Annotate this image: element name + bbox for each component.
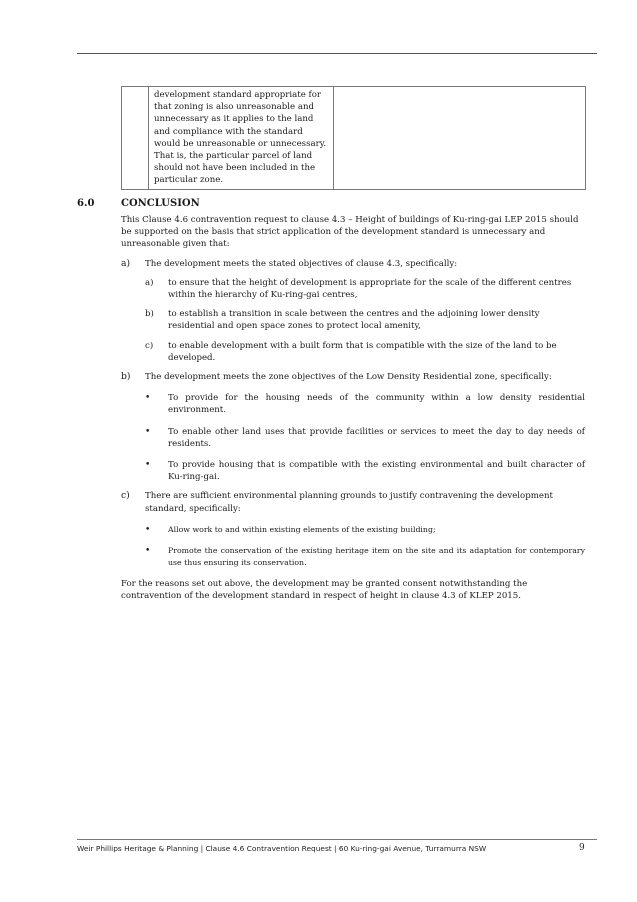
table-cell-text: development standard appropriate for that zoning is also unreasonable and unnecessary as it applies to the land and compliance with the standard would be unreasonable or unnecessary. That is, the particular parcel of land should not have been included in the particular zone. <box>149 87 334 190</box>
bullet-icon: • <box>145 546 151 557</box>
list-item <box>121 371 585 383</box>
bullet-icon: • <box>145 524 151 535</box>
table-cell-empty <box>334 87 586 190</box>
table-row <box>122 87 586 190</box>
list-marker: c) <box>145 340 154 351</box>
sub-list-item-text: to ensure that the height of development is appropriate for the scale of the different centres within the hierarchy of Ku-ring-gai centres, <box>168 277 572 301</box>
list-marker: c) <box>121 490 130 502</box>
footer-text: Weir Phillips Heritage & Planning | Clause 4.6 Contravention Request | 60 Ku-ring-gai Avenue, Turramurra NSW <box>77 844 487 853</box>
bullet-item <box>145 545 585 569</box>
section-body <box>121 214 585 602</box>
list-item-text: There are sufficient environmental planning grounds to justify contravening the development standard, specifically: <box>145 491 553 514</box>
list-item-text: The development meets the stated objectives of clause 4.3, specifically: <box>145 258 458 269</box>
sub-list-item-text: to establish a transition in scale between the centres and the adjoining lower density residential and open space zones to protect local amenity, <box>168 309 540 332</box>
sub-list-item <box>145 308 585 332</box>
list-marker: b) <box>121 371 131 383</box>
footer-rule <box>77 839 597 840</box>
bullet-icon: • <box>145 460 151 471</box>
bullet-text: To enable other land uses that provide facilities or services to meet the day to day needs of residents. <box>168 426 585 449</box>
section-title: CONCLUSION <box>121 198 200 209</box>
bullet-text: Allow work to and within existing elements of the existing building; <box>168 524 436 534</box>
bullet-text: Promote the conservation of the existing heritage item on the site and its adaptation for contemporary use thus ensuring its conservation. <box>168 546 585 567</box>
list-marker: b) <box>145 309 154 320</box>
bullet-item <box>145 426 585 450</box>
sub-list-item <box>145 340 585 364</box>
table-cell-empty <box>122 87 149 190</box>
section-number: 6.0 <box>77 198 95 209</box>
bullet-item <box>145 392 585 416</box>
list-item-text: The development meets the zone objectives of the Low Density Residential zone, specifically: <box>145 372 552 383</box>
bullet-icon: • <box>145 426 151 437</box>
list-item <box>121 490 585 514</box>
page-number: 9 <box>579 843 585 853</box>
bullet-item <box>145 524 585 536</box>
header-rule <box>77 53 597 54</box>
bullet-item <box>145 459 585 483</box>
list-item <box>121 258 585 270</box>
bullet-text: To provide for the housing needs of the community within a low density residential environment. <box>168 393 585 416</box>
list-marker: a) <box>121 257 131 269</box>
sub-list-item-text: to enable development with a built form that is compatible with the size of the land to be developed. <box>168 340 557 363</box>
bullet-icon: • <box>145 393 151 404</box>
intro-paragraph: This Clause 4.6 contravention request to clause 4.3 – Height of buildings of Ku-ring-gai LEP 2015 should be supported on the basis that strict application of the development standard is unnecessary and unreasonable given that: <box>121 215 579 250</box>
list-marker: a) <box>145 277 154 288</box>
bullet-text: To provide housing that is compatible with the existing environmental and built character of Ku-ring-gai. <box>168 460 585 483</box>
continuation-table <box>121 86 586 190</box>
sub-list-item <box>145 277 585 301</box>
closing-paragraph: For the reasons set out above, the development may be granted consent notwithstanding the contravention of the development standard in respect of height in clause 4.3 of KLEP 2015. <box>121 578 528 601</box>
